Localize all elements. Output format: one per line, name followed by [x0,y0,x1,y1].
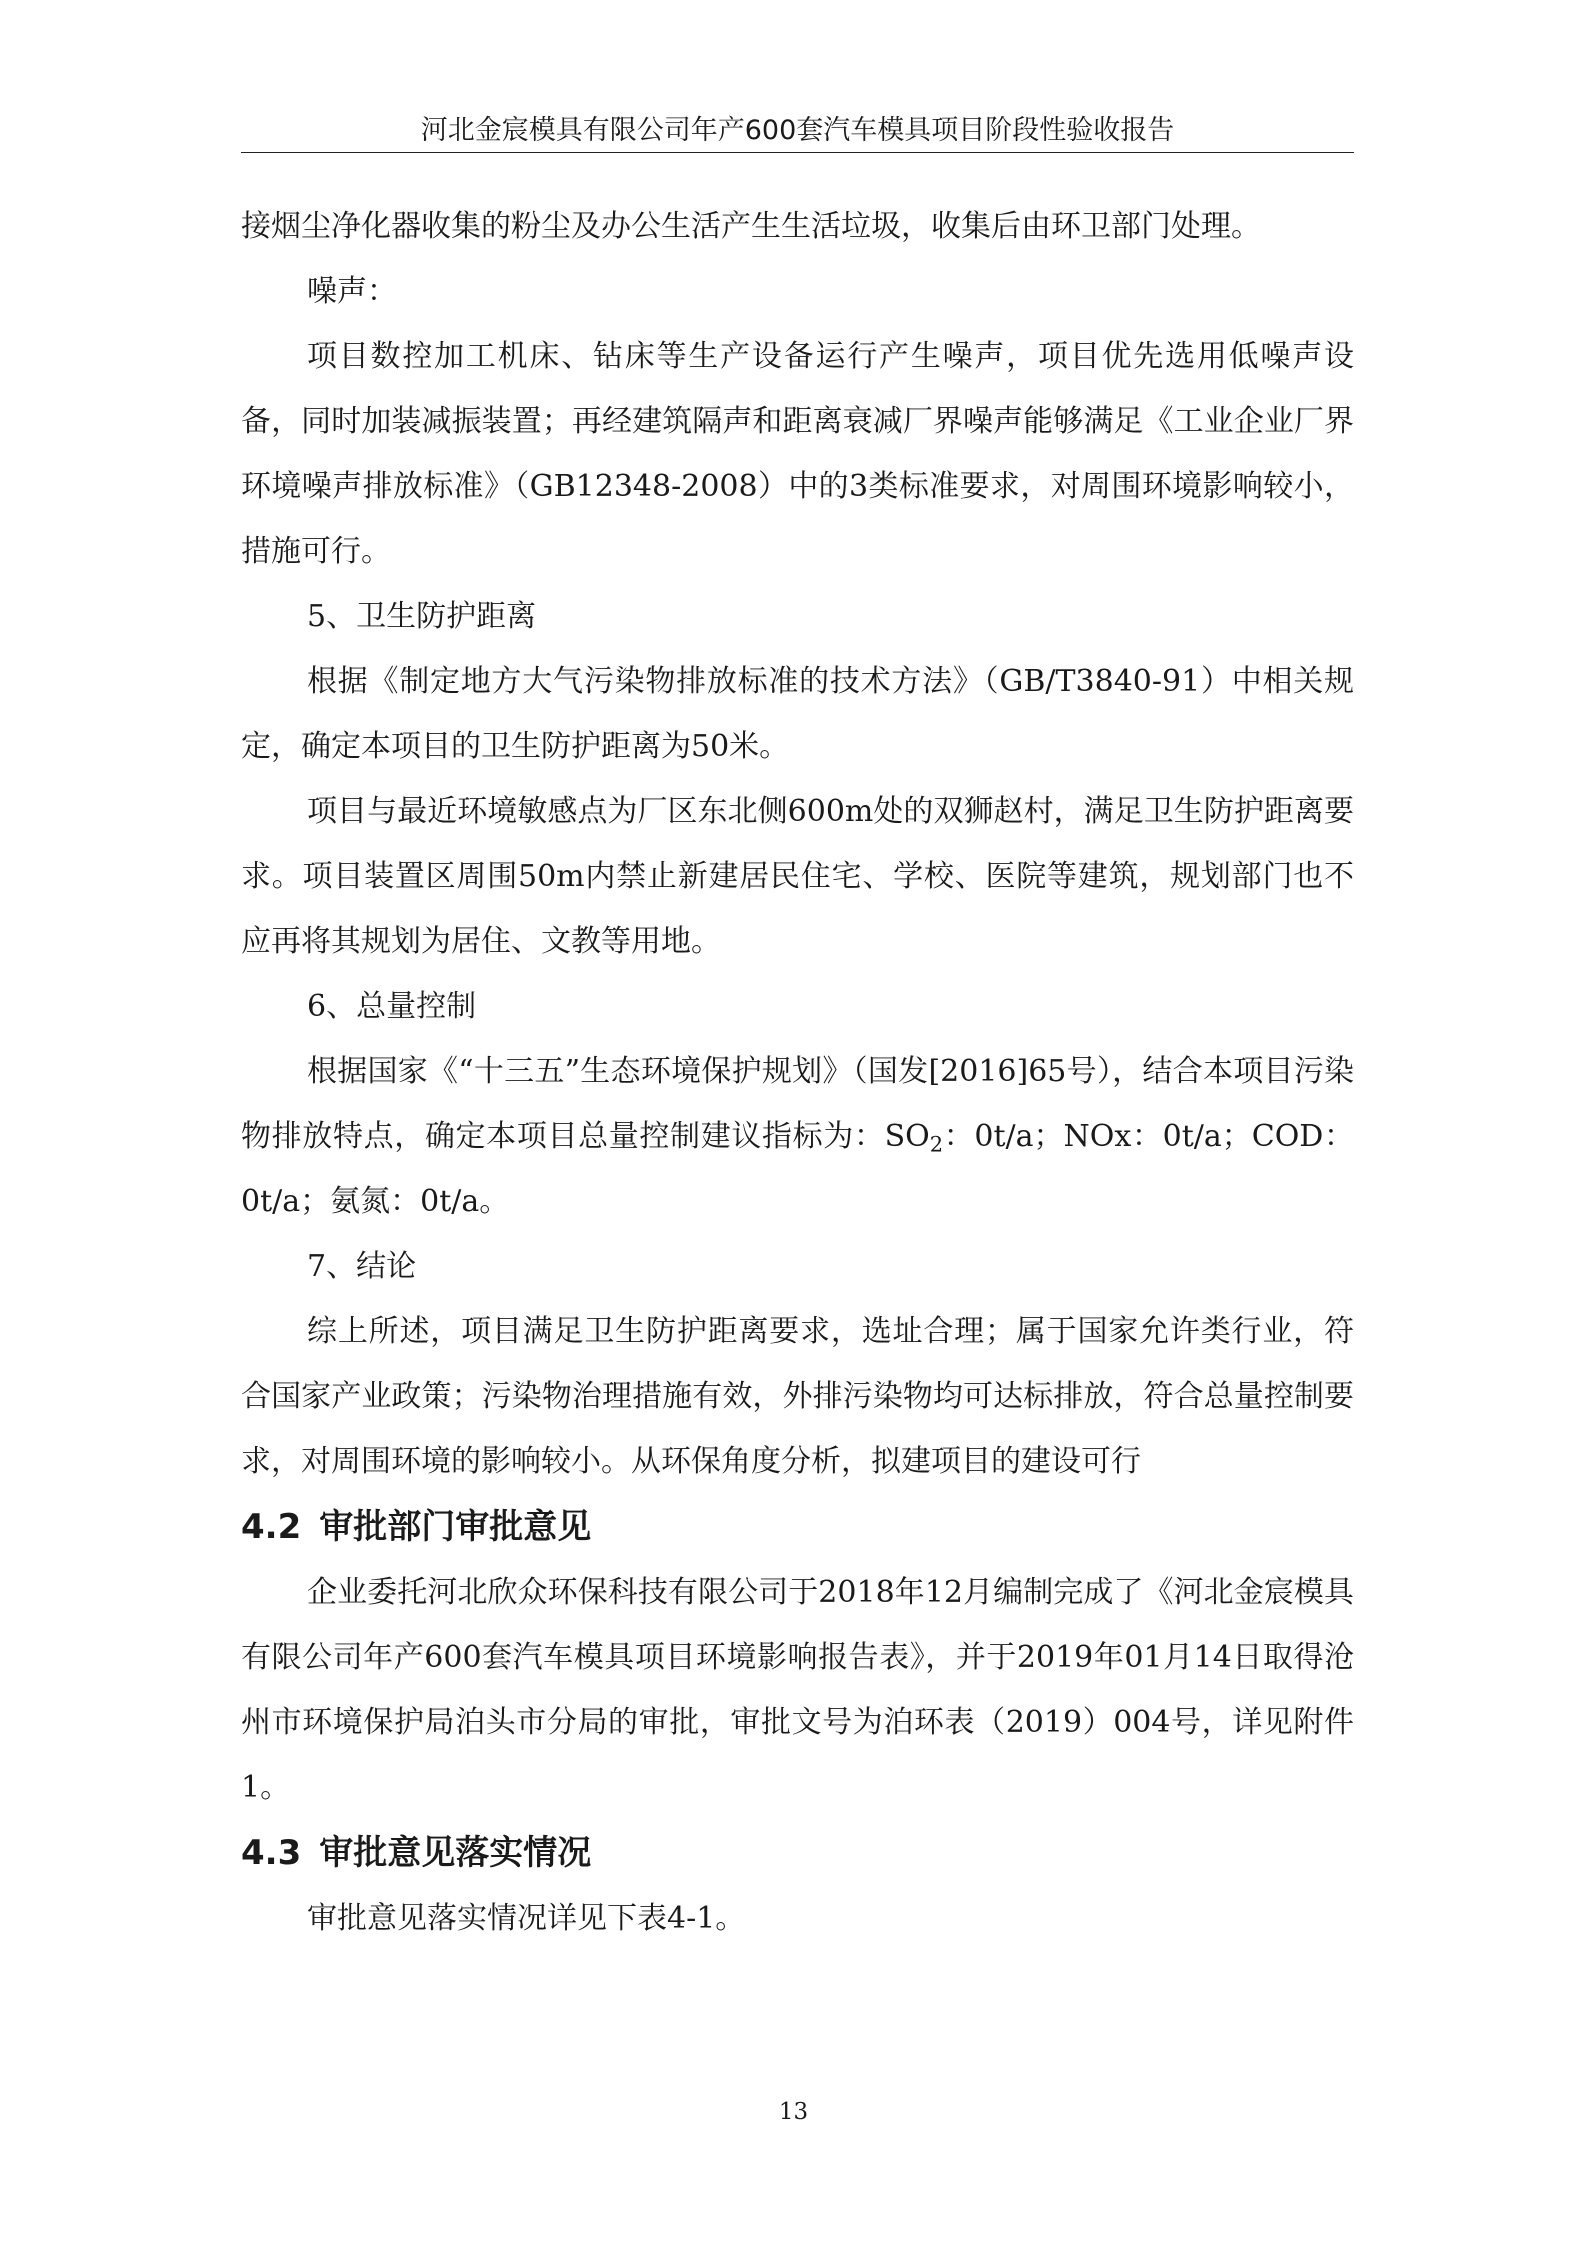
subheading-health-distance: 5、卫生防护距离 [307,599,537,634]
paragraph-noise: 项目数控加工机床、钻床等生产设备运行产生噪声，项目优先选用低噪声设备，同时加装减振装置；再经建筑隔声和距离衰减厂界噪声能够满足《工业企业厂界环境噪声排放标准》（GB12348-2008）中的3类标准要求，对周围环境影响较小，措施可行。 [241,339,1354,569]
paragraph-approval: 企业委托河北欣众环保科技有限公司于2018年12月编制完成了《河北金宸模具有限公司年产600套汽车模具项目环境影响报告表》，并于2019年01月14日取得沧州市环境保护局泊头市分局的审批，审批文号为泊环表（2019）004号，详见附件1。 [241,1575,1354,1805]
section-number-4-2: 4.2 [241,1507,302,1547]
total-control-text-b: ：0t/a；NOx：0t/a；COD：0t/a；氨氮：0t/a。 [241,1119,1354,1219]
section-number-4-3: 4.3 [241,1833,302,1873]
paragraph-waste: 接烟尘净化器收集的粉尘及办公生活产生生活垃圾，收集后由环卫部门处理。 [241,209,1261,244]
so2-subscript: 2 [929,1132,944,1157]
section-title-4-3: 审批意见落实情况 [319,1833,592,1873]
subheading-conclusion: 7、结论 [307,1249,417,1284]
header-rule [241,152,1354,153]
paragraph-noise-heading: 噪声： [307,274,397,309]
document-body [241,194,1354,1951]
section-heading-4-3 [241,1820,1354,1886]
section-title-4-2: 审批部门审批意见 [319,1507,592,1547]
total-control-text-a: 根据国家《“十三五”生态环境保护规划》（国发[2016]65号），结合本项目污染物排放特点，确定本项目总量控制建议指标为：SO [241,1054,1354,1154]
paragraph-total-control [241,1039,1354,1234]
paragraph-health-distance-standard: 根据《制定地方大气污染物排放标准的技术方法》（GB/T3840-91）中相关规定，确定本项目的卫生防护距离为50米。 [241,664,1354,764]
section-heading-4-2 [241,1494,1354,1560]
subheading-total-control: 6、总量控制 [307,989,477,1024]
running-header: 河北金宸模具有限公司年产600套汽车模具项目阶段性验收报告 [420,115,1175,146]
paragraph-implementation: 审批意见落实情况详见下表4-1。 [307,1901,746,1936]
paragraph-conclusion: 综上所述，项目满足卫生防护距离要求，选址合理；属于国家允许类行业，符合国家产业政策；污染物治理措施有效，外排污染物均可达标排放，符合总量控制要求，对周围环境的影响较小。从环保角度分析，拟建项目的建设可行 [241,1314,1354,1479]
page-number: 13 [778,2099,809,2125]
paragraph-sensitive-point: 项目与最近环境敏感点为厂区东北侧600m处的双狮赵村，满足卫生防护距离要求。项目装置区周围50m内禁止新建居民住宅、学校、医院等建筑，规划部门也不应再将其规划为居住、文教等用地。 [241,794,1354,959]
